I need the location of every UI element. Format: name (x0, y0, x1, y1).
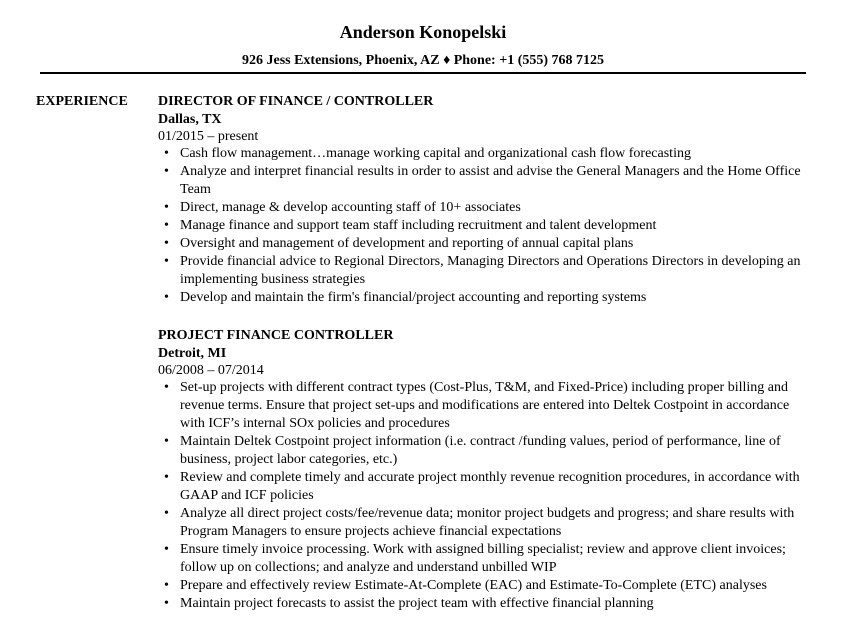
job-bullet-list (158, 145, 808, 307)
job-bullet: • Oversight and management of development and reporting of annual capital plans (180, 235, 808, 253)
job-bullet: • Cash flow management…manage working capital and organizational cash flow forecasting (180, 145, 808, 163)
job-title: PROJECT FINANCE CONTROLLER (158, 328, 394, 343)
job-location: Dallas, TX (158, 112, 222, 127)
job-bullet: • Develop and maintain the firm's financial/project accounting and reporting systems (180, 289, 808, 307)
job-bullet: • Manage finance and support team staff including recruitment and talent development (180, 217, 808, 235)
job-bullet: • Analyze and interpret financial results in order to assist and advise the General Managers and the Home Office Team (180, 163, 808, 199)
job-dates: 01/2015 – present (158, 129, 259, 144)
job-bullet: • Prepare and effectively review Estimate-At-Complete (EAC) and Estimate-To-Complete (ETC) analyses (180, 577, 808, 595)
candidate-name: Anderson Konopelski (339, 22, 507, 42)
job-title: DIRECTOR OF FINANCE / CONTROLLER (158, 94, 434, 109)
job-dates: 06/2008 – 07/2014 (158, 363, 264, 378)
job-entry (158, 327, 808, 613)
job-bullet: • Review and complete timely and accurate project monthly revenue recognition procedures, in accordance with GAAP and ICF policies (180, 469, 808, 505)
job-bullet: • Direct, manage & develop accounting staff of 10+ associates (180, 199, 808, 217)
job-bullet-list (158, 379, 808, 613)
experience-heading: EXPERIENCE (36, 94, 128, 109)
job-bullet: • Maintain Deltek Costpoint project information (i.e. contract /funding values, period of performance, line of business, project labor categories, etc.) (180, 433, 808, 469)
job-bullet: • Provide financial advice to Regional Directors, Managing Directors and Operations Directors in developing an implementing business strategies (180, 253, 808, 289)
job-location: Detroit, MI (158, 346, 227, 361)
job-entry (158, 93, 808, 307)
contact-line: 926 Jess Extensions, Phoenix, AZ ♦ Phone: +1 (555) 768 7125 (241, 53, 605, 68)
job-bullet: • Analyze all direct project costs/fee/revenue data; monitor project budgets and progress; and share results with Program Managers to ensure projects achieve financial expectations (180, 505, 808, 541)
job-bullet: • Maintain project forecasts to assist the project team with effective financial planning (180, 595, 808, 613)
experience-section (158, 93, 808, 633)
job-bullet: • Set-up projects with different contract types (Cost-Plus, T&M, and Fixed-Price) including proper billing and revenue terms. Ensure that project set-ups and modifications are entered into Deltek Costpoint in accordance with ICF’s internal SOx policies and procedures (180, 379, 808, 433)
job-bullet: • Ensure timely invoice processing. Work with assigned billing specialist; review and approve client invoices; follow up on collections; and analyze and understand unbilled WIP (180, 541, 808, 577)
header-divider (40, 72, 806, 74)
